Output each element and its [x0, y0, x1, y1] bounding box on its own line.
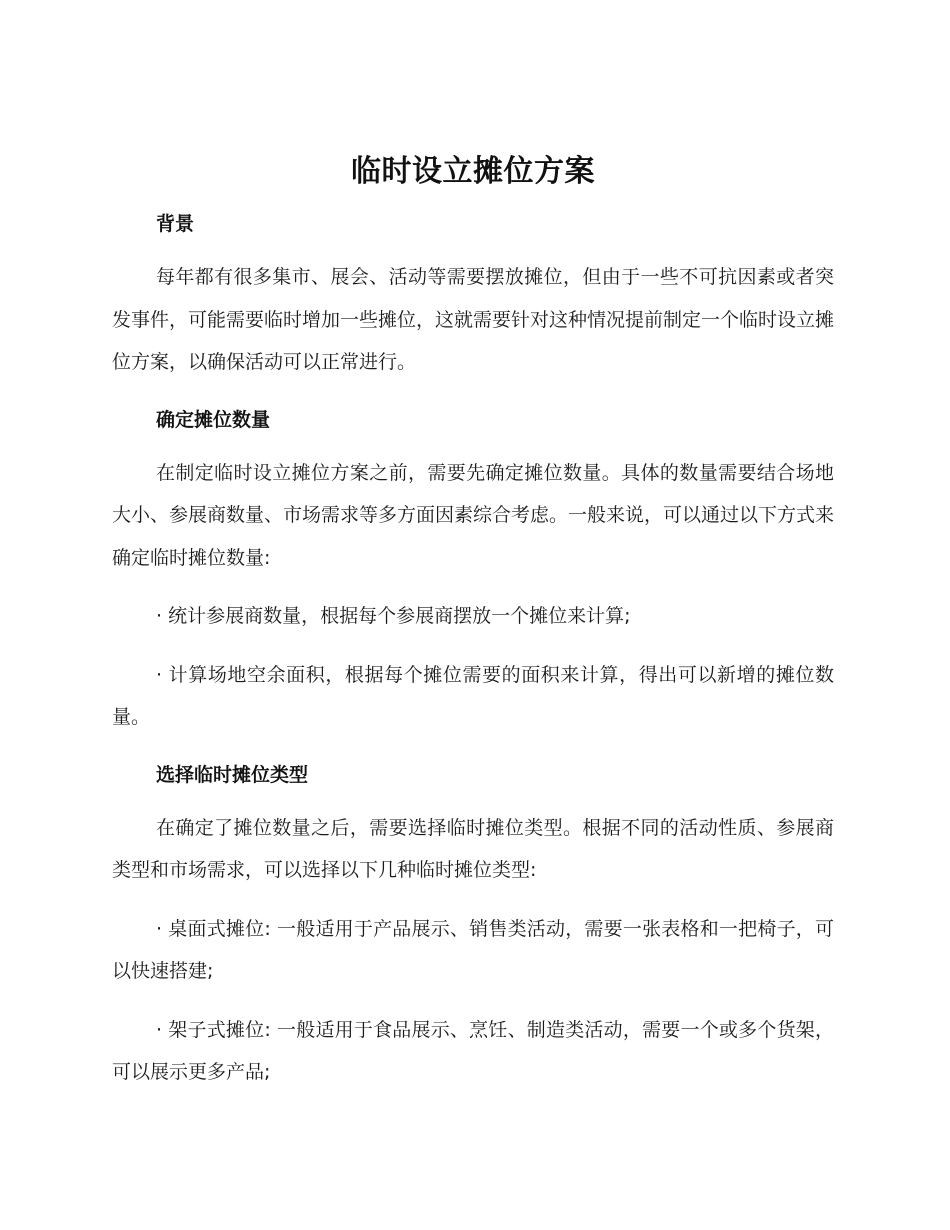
booth-count-paragraph: 在制定临时设立摊位方案之前，需要先确定摊位数量。具体的数量需要结合场地大小、参展商数量、市场需求等多方面因素综合考虑。一般来说，可以通过以下方式来确定临时摊位数量:	[112, 461, 835, 569]
document-body	[112, 150, 834, 1110]
booth-type-bullet-2: · 架子式摊位: 一般适用于食品展示、烹饪、制造类活动，需要一个或多个货架，可以展示更多产品;	[112, 1018, 834, 1083]
booth-count-bullet-2: · 计算场地空余面积，根据每个摊位需要的面积来计算，得出可以新增的摊位数量。	[112, 663, 834, 728]
booth-count-bullet-1: · 统计参展商数量，根据每个参展商摆放一个摊位来计算;	[156, 605, 631, 627]
document-title: 临时设立摊位方案	[351, 154, 595, 189]
section-heading-booth-count: 确定摊位数量	[156, 408, 271, 431]
booth-type-bullet-1: · 桌面式摊位: 一般适用于产品展示、销售类活动，需要一张表格和一把椅子，可以快速搭建;	[112, 917, 834, 982]
booth-type-paragraph: 在确定了摊位数量之后，需要选择临时摊位类型。根据不同的活动性质、参展商类型和市场需求，可以选择以下几种临时摊位类型:	[112, 816, 834, 881]
section-heading-background: 背景	[156, 213, 195, 235]
background-paragraph: 每年都有很多集市、展会、活动等需要摆放摊位，但由于一些不可抗因素或者突发事件，可能需要临时增加一些摊位，这就需要针对这种情况提前制定一个临时设立摊位方案，以确保活动可以正常进行。	[112, 266, 835, 373]
section-heading-booth-type: 选择临时摊位类型	[156, 763, 309, 786]
